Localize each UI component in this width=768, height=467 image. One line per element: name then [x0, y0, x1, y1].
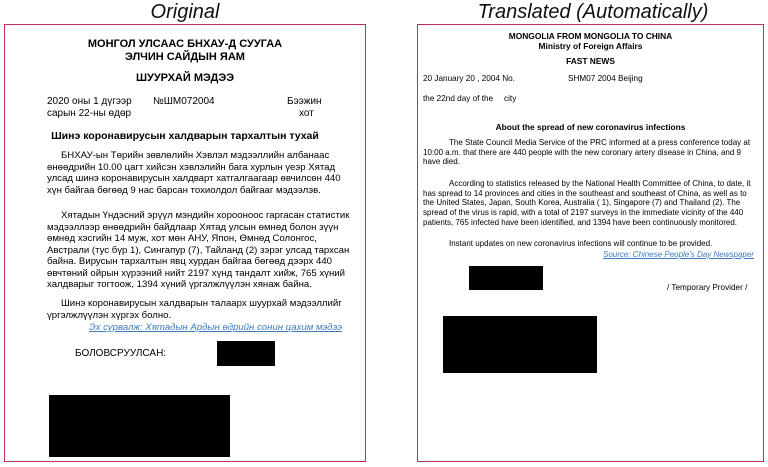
trans-doc-number: SHM07 2004 Beijing: [568, 74, 643, 83]
trans-source-link[interactable]: Source: Chinese People's Day Newspaper: [603, 250, 754, 259]
orig-paragraph-3: Шинэ коронавирусын халдварын талаарх шуурхай мэдээллийг үргэлжлүүлэн хүргэх болно.: [47, 298, 342, 321]
trans-place-line2: city: [504, 94, 517, 103]
trans-subject: About the spread of new coronavirus infections: [495, 122, 686, 132]
orig-doc-number: №ШМ072004: [153, 96, 215, 107]
orig-paragraph-1: БНХАУ-ын Төрийн зөвлөлийн Хэвлэл мэдээллийн албанаас өнөөдрийн 10.00 цагт хийсэн хэвлэлийн бага хурлын үеэр Хятад улсад шинэ коронавирусын халдварт хатгалгаагаар өвчилсөн 440 хүн байгаа бөгөөд 9 нас барсан тохиолдол байгааг мэдээлэв.: [47, 150, 341, 196]
orig-doc-type: ШУУРХАЙ МЭДЭЭ: [135, 72, 235, 84]
orig-place-line2: хот: [299, 108, 314, 119]
trans-paragraph-1: The State Council Media Service of the PRC informed at a press conference today at 10:00 a.m. that there are 440 people with the new coronary artery disease in China, and 9 have died.: [423, 138, 751, 167]
trans-date-line2: the 22nd day of the: [423, 94, 494, 103]
trans-paragraph-3: Instant updates on new coronavirus infections will continue to be provided.: [449, 239, 713, 248]
orig-redacted-name: [217, 341, 275, 366]
orig-source-link[interactable]: Эх сурвалж: Хятадын Ардын өдрийн сонин цахим мэдээ: [89, 322, 342, 333]
trans-header-line2: Ministry of Foreign Affairs: [538, 41, 643, 51]
orig-header-line2: ЭЛЧИН САЙДЫН ЯАМ: [125, 51, 245, 63]
orig-place-line1: Бээжин: [287, 96, 322, 107]
trans-provider-label: / Temporary Provider /: [667, 283, 748, 292]
translated-document-panel: [417, 24, 764, 462]
trans-redacted-name: [469, 266, 543, 290]
trans-date-line1: 20 January 20 , 2004 No.: [423, 74, 515, 83]
orig-redacted-signature: [49, 395, 230, 457]
orig-paragraph-2: Хятадын Үндэсний эрүүл мэндийн хорооноос гаргасан статистик мэдээллээр өнөөдрийн байдлаар Хятад улсын өмнөд болон зүүн өмнөд хэсгийн 14 муж, хот мөн АНУ, Япон, Өмнөд Солонгос, Австрали (тус бүр 1), Сингапур (7), Тайланд (2) зэрэг улсад тархсан байна. Вирусын тархалтын явц хурдан байгаа бөгөөд дээрх 440 өвчтөний ойрын хүрээний нийт 2197 хүнд тандалт хийж, 765 хүний халдварыг тогтоож, 1394 хүний үргэлжлүүлэн хянаж байна.: [47, 210, 350, 290]
orig-subject: Шинэ коронавирусын халдварын тархалтын тухай: [51, 130, 319, 142]
original-document-panel: [4, 24, 366, 462]
trans-paragraph-2: According to statistics released by the National Health Committee of China, to date, it has spread to 14 provinces and cities in the southeast and southeast of China, as well as to the United States, Japan, South Korea, Australia ( 1), Singapore (7) and Thailand (2). The spread of the virus is rapid, with a total of 2197 surveys in the immediate vicinity of the 440 patients, 765 infected have been identified, and 1394 have been continuously monitored.: [423, 179, 751, 227]
orig-date-line2: сарын 22-ны өдөр: [47, 108, 132, 119]
orig-prepared-label: БОЛОВСРУУЛСАН:: [75, 348, 167, 359]
caption-translated: Translated (Automatically): [477, 1, 709, 23]
orig-header-line1: МОНГОЛ УЛСААС БНХАУ-Д СУУГАА: [87, 38, 283, 50]
trans-header-line1: MONGOLIA FROM MONGOLIA TO CHINA: [508, 31, 673, 41]
trans-doc-type: FAST NEWS: [566, 56, 615, 66]
trans-redacted-signature: [443, 316, 597, 373]
orig-date-line1: 2020 оны 1 дүгээр: [47, 96, 132, 107]
caption-original: Original: [150, 1, 220, 23]
